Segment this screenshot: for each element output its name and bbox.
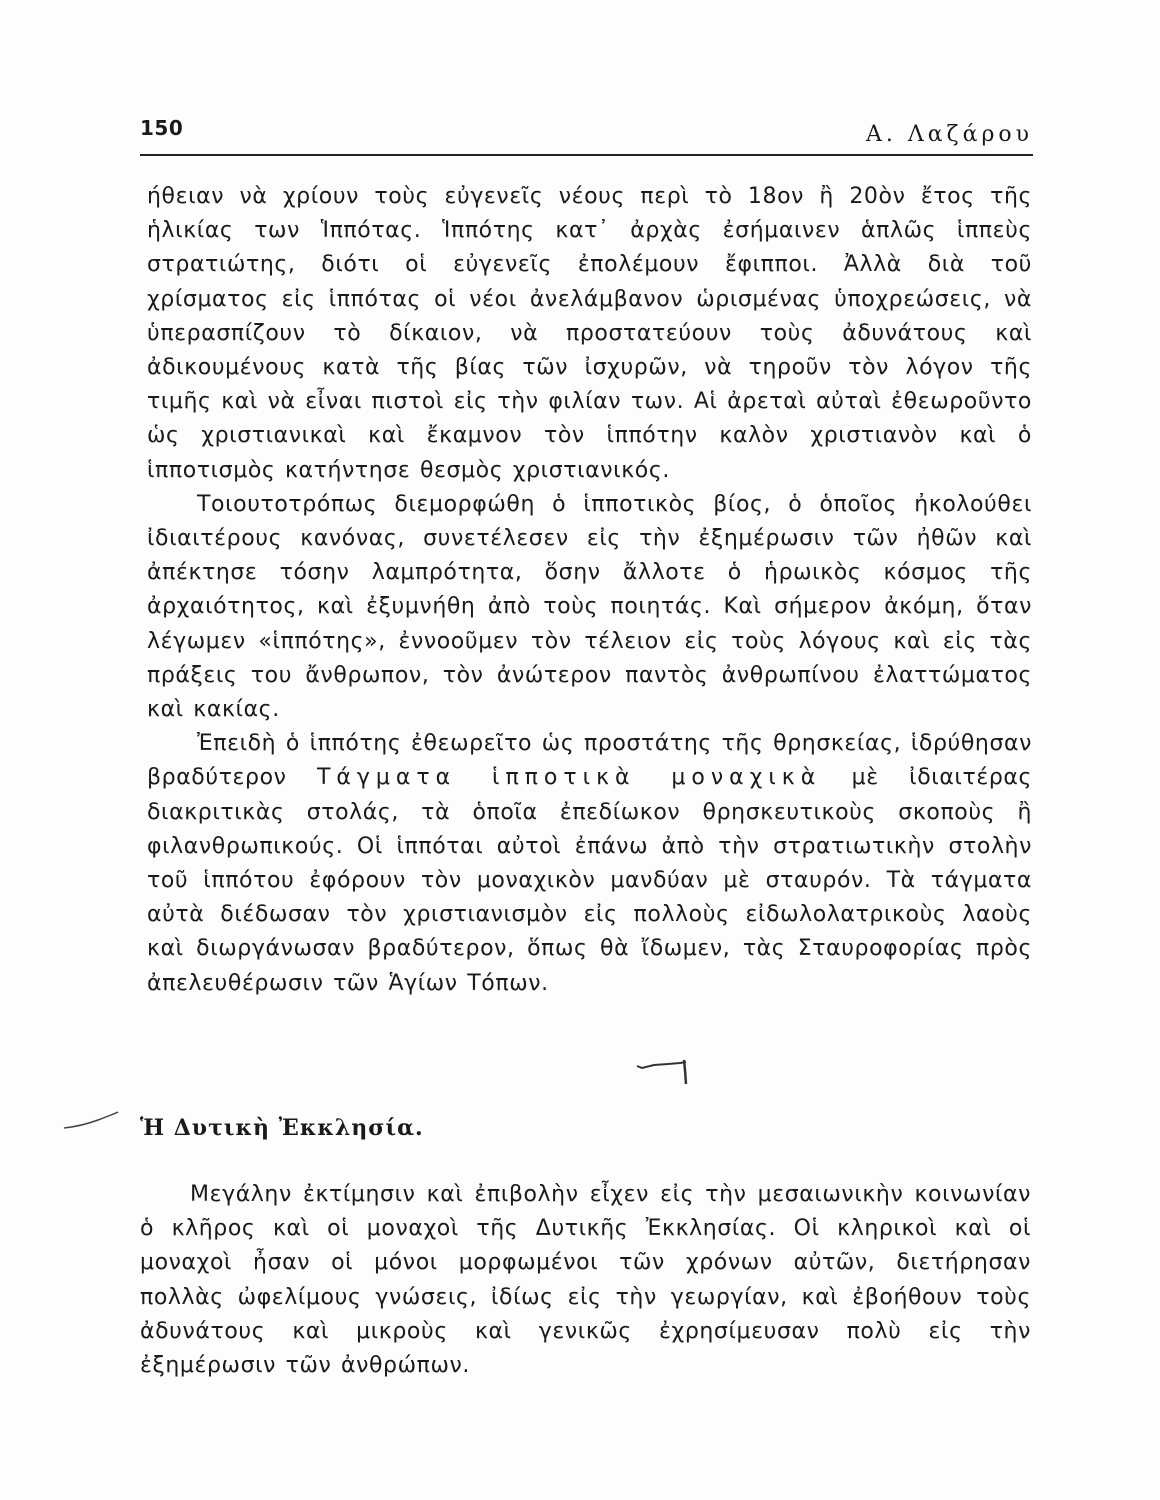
section-text bbox=[140, 1178, 1031, 1383]
pencil-margin-mark bbox=[62, 1108, 122, 1132]
paragraph-knightly-life: Τοιουτοτρόπως διεμορφώθη ὁ ἱπποτικὸς βίος, ὁ ὁποῖος ἠκολούθει ἰδιαιτέρους κανόνας, συνετέλεσεν εἰς τὴν ἐξημέρωσιν τῶν ἠθῶν καὶ ἀπέκτησε τόσην λαμπρότητα, ὅσην ἄλλοτε ὁ ἡρωικὸς κόσμος τῆς ἀρχαιότητος, καὶ ἐξυμνήθη ἀπὸ τοὺς ποιητάς. Καὶ σήμερον ἀκόμη, ὅταν λέγωμεν «ἱππότης», ἐννοοῦμεν τὸν τέλειον εἰς τοὺς λόγους καὶ εἰς τὰς πράξεις του ἄνθρωπον, τὸν ἀνώτερον παντὸς ἀνθρωπίνου ἐλαττώματος καὶ κακίας. bbox=[147, 491, 1032, 723]
orders-text-end: μὲ ἰδιαιτέρας διακριτικὰς στολάς, τὰ ὁποῖα ἐπεδίωκον θρησκευτικοὺς σκοποὺς ἢ φιλανθρωπικούς. Οἱ ἱππόται αὐτοὶ ἐπάνω ἀπὸ τὴν στρατιωτικὴν στολὴν τοῦ ἱππότου ἐφόρουν τὸν μοναχικὸν μανδύαν μὲ σταυρόν. Τὰ τάγματα αὐτὰ διέδωσαν τὸν χριστιανισμὸν εἰς πολλοὺς εἰδωλολατρικοὺς λαοὺς καὶ διωργάνωσαν βραδύτερον, ὅπως θὰ ἴδωμεν, τὰς Σταυροφορίας πρὸς ἀπελευθέρωσιν τῶν Ἁγίων Τόπων. bbox=[147, 765, 1032, 996]
page-number: 150 bbox=[140, 116, 184, 140]
paragraph-knighthood-origin: ήθειαν νὰ χρίουν τοὺς εὐγενεῖς νέους περὶ τὸ 18ον ἢ 20ὸν ἔτος τῆς ἡλικίας των Ἱππότας. Ἱππότης κατ᾽ ἀρχὰς ἐσήμαινεν ἁπλῶς ἱππεὺς στρατιώτης, διότι οἱ εὐγενεῖς ἐπολέμουν ἔφιπποι. Ἀλλὰ διὰ τοῦ χρίσματος εἰς ἱππότας οἱ νέοι ἀνελάμβανον ὡρισμένας ὑποχρεώσεις, νὰ ὑπερασπίζουν τὸ δίκαιον, νὰ προστατεύουν τοὺς ἀδυνάτους καὶ ἀδικουμένους κατὰ τῆς βίας τῶν ἰσχυρῶν, νὰ τηροῦν τὸν λόγον τῆς τιμῆς καὶ νὰ εἶναι πιστοὶ εἰς τὴν φιλίαν των. Αἱ ἀρεταὶ αὐταὶ ἐθεωροῦντο ὡς χριστιανικαὶ καὶ ἔκαμνον τὸν ἱππότην καλὸν χριστιανὸν καὶ ὁ ἱπποτισμὸς κατήντησε θεσμὸς χριστιανικός. bbox=[147, 184, 1032, 483]
section-heading: Ἡ Δυτικὴ Ἐκκλησία. bbox=[140, 1115, 424, 1141]
spaced-emphasis: Τάγματα ἱπποτικὰ μοναχικὰ bbox=[316, 765, 822, 791]
orders-text-start: Ἐπειδὴ ὁ ἱππότης ἐθεωρεῖτο ὡς προστάτης τῆς θρησκείας, ἱδρύθησαν βραδύτερον bbox=[147, 731, 1032, 791]
page-header bbox=[140, 108, 1033, 156]
paragraph-military-orders bbox=[147, 727, 1032, 1001]
pencil-bracket-mark bbox=[634, 1052, 694, 1088]
running-head: Α. Λαζάρου bbox=[866, 122, 1033, 147]
paragraph-western-church: Μεγάλην ἐκτίμησιν καὶ ἐπιβολὴν εἶχεν εἰς τὴν μεσαιωνικὴν κοινωνίαν ὁ κλῆρος καὶ οἱ μοναχοὶ τῆς Δυτικῆς Ἐκκλησίας. Οἱ κληρικοὶ καὶ οἱ μοναχοὶ ἦσαν οἱ μόνοι μορφωμένοι τῶν χρόνων αὐτῶν, διετήρησαν πολλὰς ὠφελίμους γνώσεις, ἰδίως εἰς τὴν γεωργίαν, καὶ ἐβοήθουν τοὺς ἀδυνάτους καὶ μικροὺς καὶ γενικῶς ἐχρησίμευσαν πολὺ εἰς τὴν ἐξημέρωσιν τῶν ἀνθρώπων. bbox=[140, 1182, 1031, 1379]
main-text bbox=[147, 180, 1032, 1001]
